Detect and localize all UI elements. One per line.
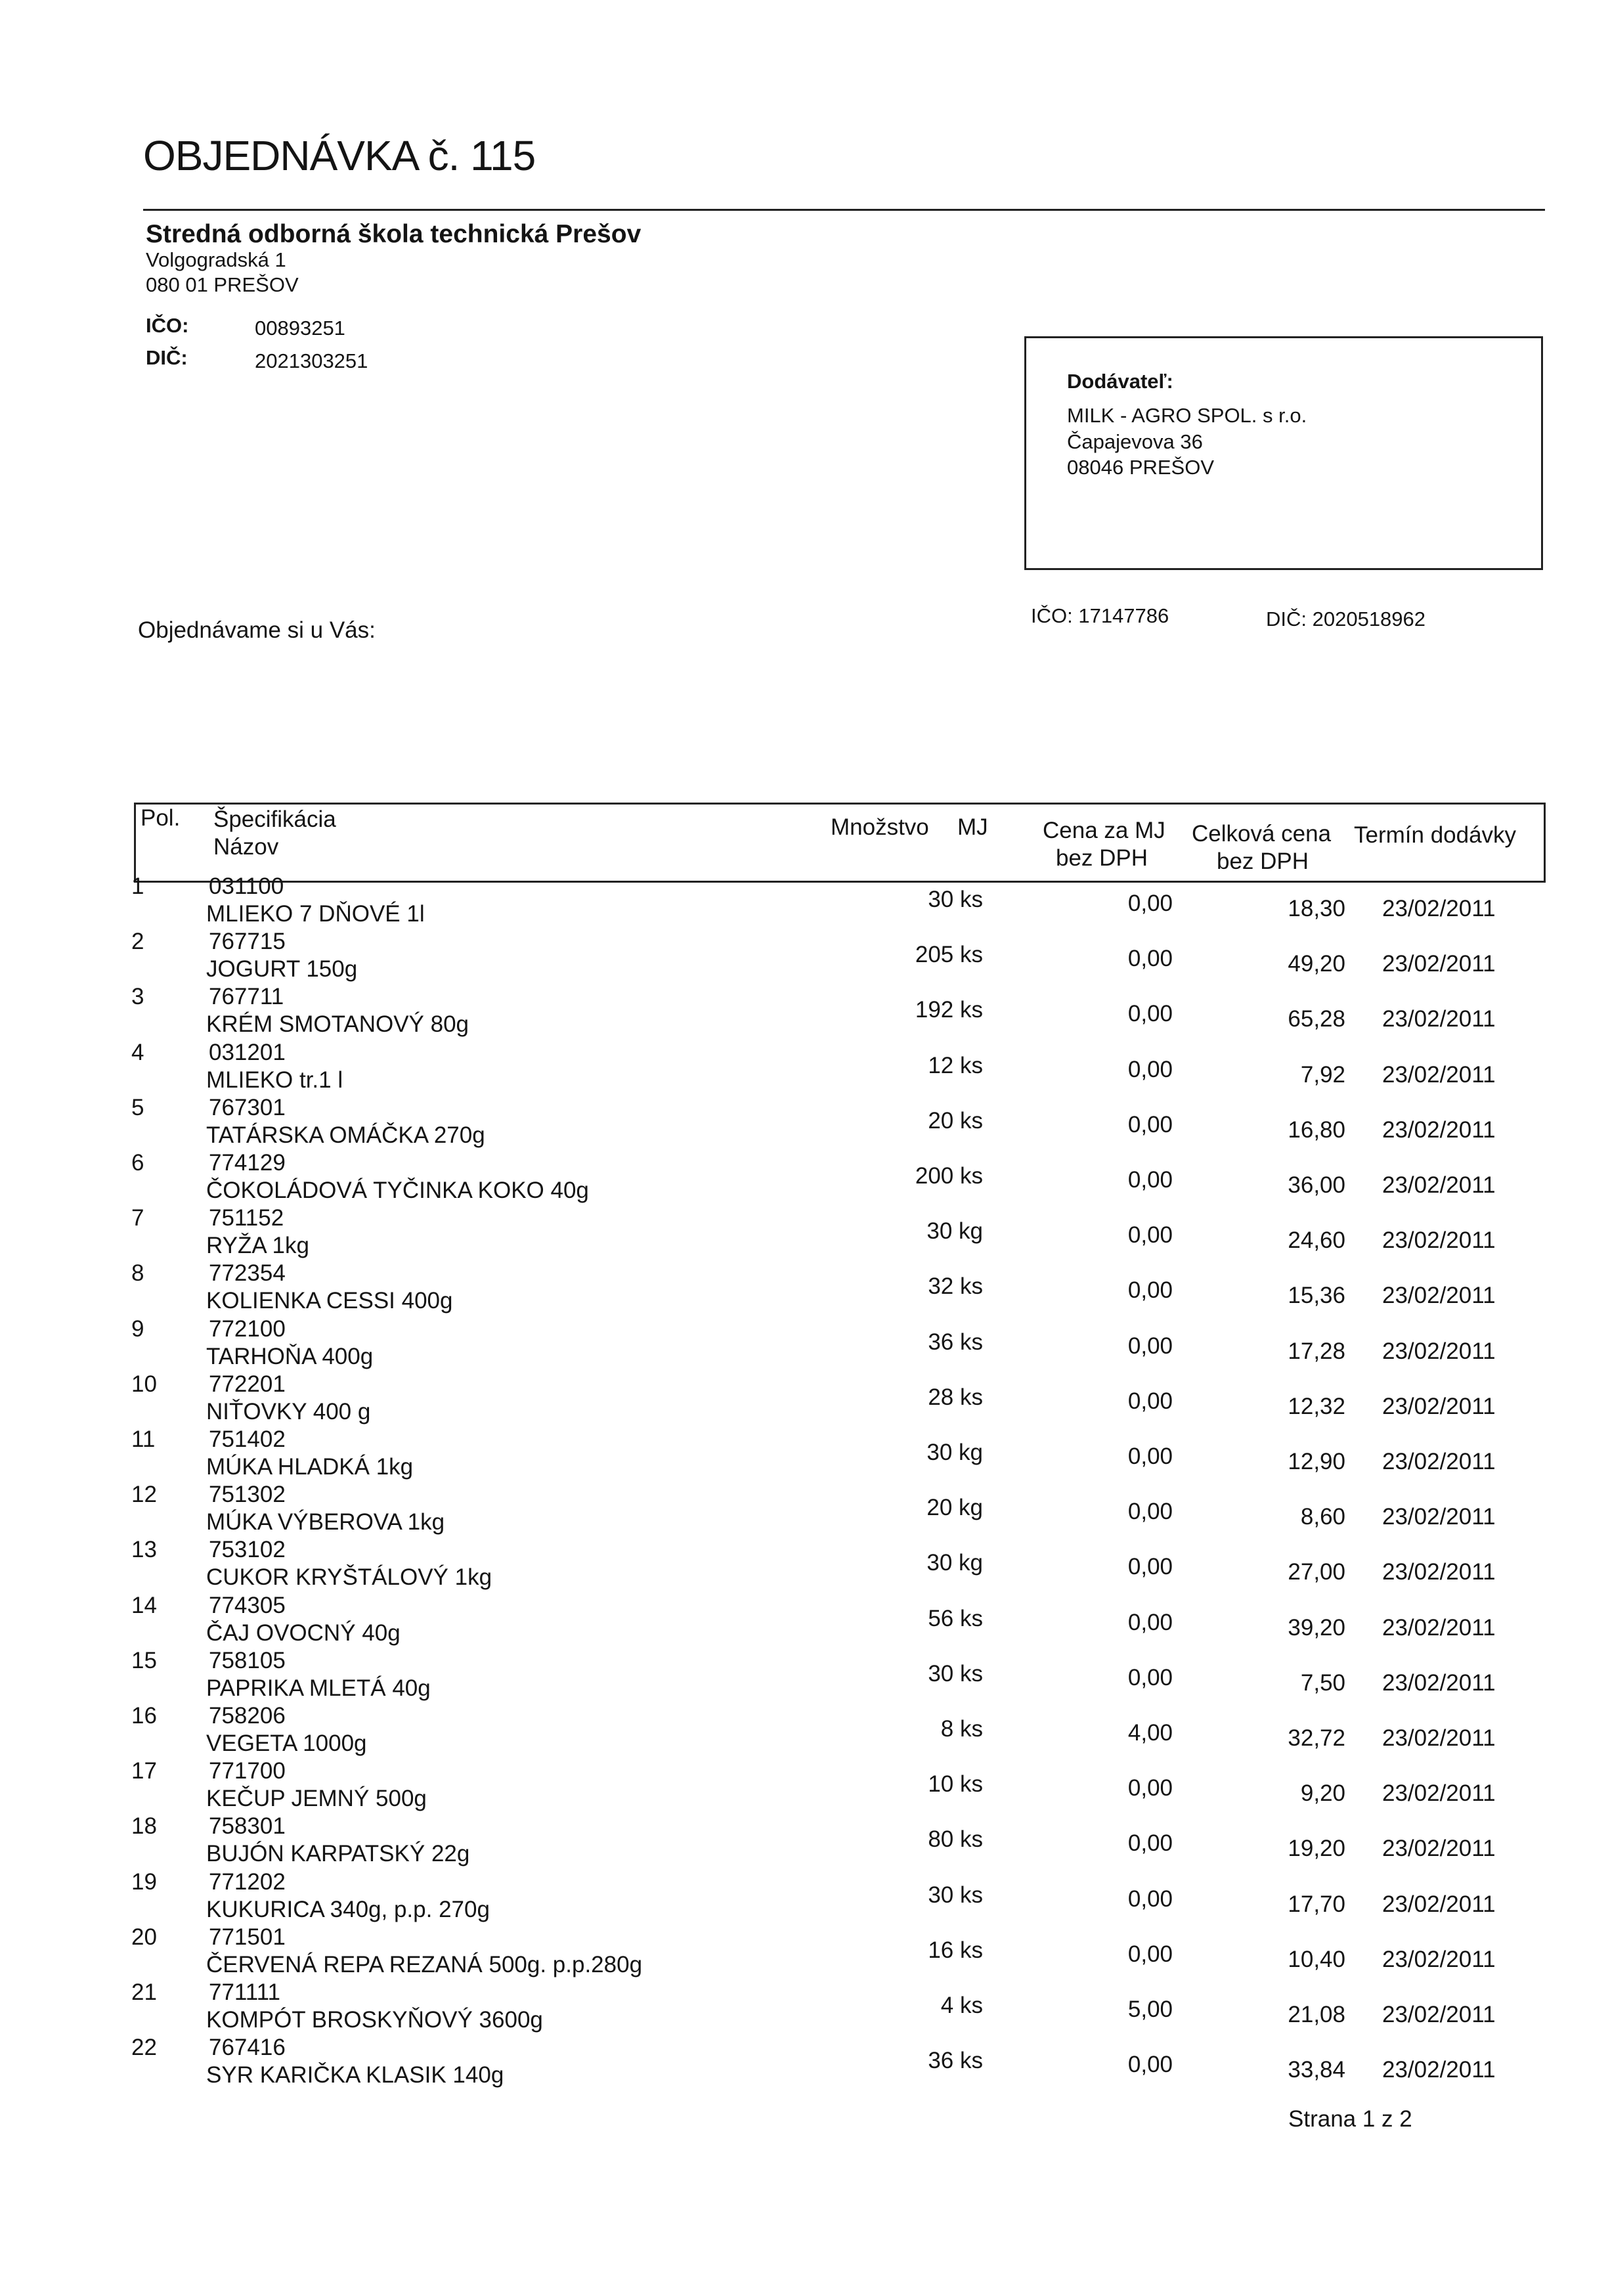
- item-total-price: 7,92: [1300, 1061, 1345, 1088]
- row-position: 11: [131, 1426, 156, 1452]
- item-delivery-date: 23/02/2011: [1382, 1338, 1496, 1364]
- table-row: [0, 1482, 1610, 1537]
- item-quantity: 28 ks: [928, 1384, 983, 1410]
- item-delivery-date: 23/02/2011: [1382, 2002, 1496, 2027]
- supplier-city: 08046 PREŠOV: [1067, 456, 1215, 479]
- item-unit-price: 0,00: [1127, 1609, 1173, 1635]
- item-quantity: 4 ks: [940, 1993, 983, 2018]
- item-name: KOLIENKA CESSI 400g: [206, 1288, 453, 1314]
- row-position: 6: [131, 1150, 144, 1176]
- item-quantity: 30 kg: [926, 1550, 983, 1576]
- buyer-dic: 2021303251: [255, 349, 368, 372]
- item-quantity: 10 ks: [928, 1771, 983, 1798]
- item-delivery-date: 23/02/2011: [1382, 896, 1496, 921]
- table-row: [0, 1426, 1610, 1482]
- item-code: 031201: [209, 1039, 286, 1065]
- item-quantity: 80 ks: [928, 1826, 983, 1853]
- header-unit-price: Cena za MJ: [1043, 818, 1165, 843]
- row-position: 8: [131, 1260, 144, 1287]
- header-name: Názov: [213, 834, 279, 860]
- item-total-price: 12,90: [1288, 1449, 1345, 1474]
- row-position: 5: [131, 1094, 144, 1120]
- item-quantity: 200 ks: [915, 1163, 983, 1189]
- item-quantity: 205 ks: [915, 942, 983, 968]
- header-unit-price-sub: bez DPH: [1056, 845, 1148, 871]
- item-code: 771111: [209, 1979, 280, 2005]
- item-unit-price: 0,00: [1127, 1001, 1173, 1027]
- item-name: MÚKA HLADKÁ 1kg: [206, 1454, 414, 1480]
- item-code: 767301: [209, 1094, 286, 1120]
- item-delivery-date: 23/02/2011: [1382, 1559, 1496, 1585]
- item-code: 751302: [209, 1482, 286, 1508]
- item-total-price: 9,20: [1300, 1780, 1345, 1807]
- row-position: 19: [131, 1868, 157, 1895]
- item-code: 758206: [209, 1703, 286, 1729]
- item-quantity: 30 kg: [926, 1440, 983, 1465]
- table-row: [0, 873, 1610, 929]
- item-name: ČOKOLÁDOVÁ TYČINKA KOKO 40g: [206, 1178, 589, 1203]
- item-name: KOMPÓT BROSKYŇOVÝ 3600g: [206, 2007, 543, 2033]
- item-name: CUKOR KRYŠTÁLOVÝ 1kg: [206, 1564, 492, 1591]
- table-row: [0, 1703, 1610, 1758]
- item-name: BUJÓN KARPATSKÝ 22g: [206, 1841, 470, 1867]
- order-intro: Objednávame si u Vás:: [138, 617, 376, 643]
- item-code: 031100: [209, 873, 284, 899]
- item-unit-price: 0,00: [1127, 1775, 1173, 1801]
- item-delivery-date: 23/02/2011: [1382, 951, 1496, 977]
- item-code: 771501: [209, 1924, 286, 1950]
- item-quantity: 8 ks: [940, 1716, 983, 1742]
- buyer-dic-label: DIČ:: [146, 346, 188, 369]
- item-total-price: 15,36: [1288, 1283, 1345, 1309]
- item-unit-price: 0,00: [1127, 1886, 1173, 1912]
- item-quantity: 36 ks: [928, 1329, 983, 1355]
- row-position: 16: [131, 1703, 157, 1729]
- item-total-price: 12,32: [1288, 1393, 1345, 1419]
- item-unit-price: 0,00: [1127, 1167, 1173, 1193]
- table-row: [0, 1758, 1610, 1813]
- table-row: [0, 1205, 1610, 1260]
- item-code: 772100: [209, 1315, 286, 1342]
- table-row: [0, 1979, 1610, 2035]
- item-name: ČERVENÁ REPA REZANÁ 500g. p.p.280g: [206, 1951, 643, 1977]
- table-row: [0, 1924, 1610, 1979]
- item-name: PAPRIKA MLETÁ 40g: [206, 1675, 431, 1701]
- item-total-price: 27,00: [1288, 1559, 1345, 1585]
- item-name: KEČUP JEMNÝ 500g: [206, 1786, 427, 1812]
- header-total-sub: bez DPH: [1217, 849, 1309, 874]
- row-position: 9: [131, 1315, 144, 1342]
- item-delivery-date: 23/02/2011: [1382, 1116, 1496, 1143]
- item-delivery-date: 23/02/2011: [1382, 1669, 1496, 1696]
- item-name: TATÁRSKA OMÁČKA 270g: [206, 1122, 485, 1148]
- item-delivery-date: 23/02/2011: [1382, 1061, 1496, 1088]
- table-row: [0, 1869, 1610, 1924]
- table-row: [0, 1260, 1610, 1315]
- item-name: MLIEKO 7 DŇOVÉ 1l: [206, 901, 425, 927]
- buyer-street: Volgogradská 1: [146, 248, 286, 271]
- item-name: KUKURICA 340g, p.p. 270g: [206, 1896, 490, 1922]
- item-total-price: 36,00: [1288, 1172, 1345, 1198]
- item-quantity: 36 ks: [928, 2048, 983, 2074]
- table-row: [0, 1593, 1610, 1648]
- item-name: MÚKA VÝBEROVA 1kg: [206, 1509, 445, 1535]
- document-title: OBJEDNÁVKA č. 115: [143, 132, 536, 179]
- row-position: 18: [131, 1813, 157, 1840]
- header-delivery: Termín dodávky: [1354, 822, 1517, 848]
- row-position: 22: [131, 2035, 157, 2061]
- item-code: 751402: [209, 1426, 286, 1452]
- item-unit-price: 0,00: [1127, 1830, 1173, 1857]
- table-row: [0, 1813, 1610, 1868]
- item-total-price: 8,60: [1300, 1504, 1345, 1530]
- item-quantity: 56 ks: [928, 1605, 983, 1631]
- table-row: [0, 929, 1610, 984]
- table-row: [0, 1648, 1610, 1703]
- item-quantity: 30 ks: [928, 1660, 983, 1687]
- table-row: [0, 1150, 1610, 1205]
- row-position: 7: [131, 1205, 144, 1231]
- row-position: 10: [131, 1371, 157, 1397]
- item-total-price: 65,28: [1288, 1006, 1345, 1032]
- item-code: 767715: [209, 929, 286, 955]
- item-name: RYŽA 1kg: [206, 1233, 309, 1259]
- header-total: Celková cena: [1192, 821, 1332, 847]
- item-quantity: 20 ks: [928, 1107, 983, 1134]
- item-name: KRÉM SMOTANOVÝ 80g: [206, 1011, 469, 1038]
- title-divider: [143, 209, 1545, 211]
- row-position: 2: [131, 929, 144, 955]
- item-unit-price: 0,00: [1127, 1444, 1173, 1469]
- item-delivery-date: 23/02/2011: [1382, 1283, 1496, 1309]
- item-delivery-date: 23/02/2011: [1382, 1614, 1496, 1641]
- page-number: Strana 1 z 2: [1288, 2106, 1412, 2132]
- item-code: 771202: [209, 1868, 286, 1895]
- supplier-street: Čapajevova 36: [1067, 430, 1203, 453]
- table-row: [0, 1095, 1610, 1150]
- item-quantity: 30 ks: [928, 1882, 983, 1908]
- item-unit-price: 4,00: [1127, 1720, 1173, 1746]
- table-row: [0, 1537, 1610, 1592]
- item-quantity: 16 ks: [928, 1937, 983, 1963]
- row-position: 17: [131, 1758, 157, 1784]
- item-unit-price: 0,00: [1127, 1554, 1173, 1580]
- item-delivery-date: 23/02/2011: [1382, 1891, 1496, 1917]
- item-delivery-date: 23/02/2011: [1382, 1504, 1496, 1530]
- item-quantity: 20 kg: [926, 1495, 983, 1521]
- header-spec: Špecifikácia: [213, 806, 336, 832]
- item-code: 767711: [209, 984, 284, 1010]
- item-delivery-date: 23/02/2011: [1382, 1725, 1496, 1751]
- item-unit-price: 0,00: [1127, 1111, 1173, 1137]
- item-total-price: 32,72: [1288, 1725, 1345, 1751]
- header-qty: Množstvo: [831, 814, 929, 840]
- item-total-price: 17,28: [1288, 1338, 1345, 1364]
- item-delivery-date: 23/02/2011: [1382, 1006, 1496, 1032]
- item-unit-price: 0,00: [1127, 1388, 1173, 1414]
- table-row: [0, 2035, 1610, 2090]
- row-position: 1: [131, 873, 144, 899]
- item-unit-price: 0,00: [1127, 1499, 1173, 1525]
- supplier-label: Dodávateľ:: [1067, 370, 1173, 393]
- item-code: 758105: [209, 1647, 286, 1673]
- buyer-ico-label: IČO:: [146, 314, 189, 337]
- item-delivery-date: 23/02/2011: [1382, 1836, 1496, 1862]
- item-quantity: 12 ks: [928, 1052, 983, 1078]
- item-total-price: 19,20: [1288, 1836, 1345, 1862]
- row-position: 15: [131, 1647, 157, 1673]
- supplier-name: MILK - AGRO SPOL. s r.o.: [1067, 404, 1307, 427]
- header-unit: MJ: [957, 814, 988, 840]
- table-row: [0, 1040, 1610, 1095]
- item-delivery-date: 23/02/2011: [1382, 1946, 1496, 1972]
- row-position: 4: [131, 1039, 144, 1065]
- item-code: 774305: [209, 1592, 286, 1618]
- item-name: ČAJ OVOCNÝ 40g: [206, 1620, 401, 1646]
- item-code: 753102: [209, 1537, 286, 1563]
- item-total-price: 17,70: [1288, 1891, 1345, 1917]
- item-unit-price: 0,00: [1127, 946, 1173, 972]
- buyer-ico: 00893251: [255, 317, 345, 340]
- item-unit-price: 0,00: [1127, 1222, 1173, 1248]
- item-delivery-date: 23/02/2011: [1382, 1449, 1496, 1474]
- item-delivery-date: 23/02/2011: [1382, 2057, 1496, 2083]
- item-quantity: 192 ks: [915, 997, 983, 1023]
- item-name: NIŤOVKY 400 g: [206, 1398, 371, 1424]
- buyer-name: Stredná odborná škola technická Prešov: [146, 220, 642, 248]
- item-name: MLIEKO tr.1 l: [206, 1067, 343, 1093]
- item-delivery-date: 23/02/2011: [1382, 1227, 1496, 1254]
- item-delivery-date: 23/02/2011: [1382, 1393, 1496, 1419]
- item-unit-price: 0,00: [1127, 891, 1173, 916]
- item-delivery-date: 23/02/2011: [1382, 1172, 1496, 1198]
- item-unit-price: 0,00: [1127, 1941, 1173, 1967]
- item-code: 772201: [209, 1371, 286, 1397]
- item-delivery-date: 23/02/2011: [1382, 1780, 1496, 1807]
- row-position: 13: [131, 1537, 157, 1563]
- row-position: 20: [131, 1924, 157, 1950]
- item-quantity: 32 ks: [928, 1273, 983, 1300]
- header-pol: Pol.: [141, 805, 181, 831]
- item-code: 774129: [209, 1150, 286, 1176]
- row-position: 21: [131, 1979, 157, 2005]
- item-total-price: 21,08: [1288, 2002, 1345, 2027]
- item-unit-price: 0,00: [1127, 2052, 1173, 2078]
- item-quantity: 30 kg: [926, 1218, 983, 1245]
- item-code: 767416: [209, 2035, 286, 2061]
- item-code: 771700: [209, 1758, 286, 1784]
- item-quantity: 30 ks: [928, 887, 983, 912]
- item-total-price: 16,80: [1288, 1116, 1345, 1143]
- buyer-city: 080 01 PREŠOV: [146, 273, 299, 296]
- item-total-price: 24,60: [1288, 1227, 1345, 1254]
- item-code: 758301: [209, 1813, 286, 1840]
- item-unit-price: 0,00: [1127, 1664, 1173, 1690]
- item-unit-price: 5,00: [1127, 1997, 1173, 2022]
- supplier-dic: DIČ: 2020518962: [1266, 607, 1426, 630]
- supplier-ico: IČO: 17147786: [1031, 604, 1169, 627]
- row-position: 14: [131, 1592, 157, 1618]
- table-row: [0, 984, 1610, 1039]
- item-unit-price: 0,00: [1127, 1333, 1173, 1359]
- item-name: TARHOŇA 400g: [206, 1343, 374, 1369]
- item-unit-price: 0,00: [1127, 1277, 1173, 1304]
- item-total-price: 39,20: [1288, 1614, 1345, 1641]
- item-name: SYR KARIČKA KLASIK 140g: [206, 2062, 504, 2088]
- item-unit-price: 0,00: [1127, 1056, 1173, 1082]
- item-total-price: 10,40: [1288, 1946, 1345, 1972]
- table-row: [0, 1316, 1610, 1371]
- item-total-price: 49,20: [1288, 951, 1345, 977]
- row-position: 12: [131, 1482, 157, 1508]
- item-total-price: 33,84: [1288, 2057, 1345, 2083]
- row-position: 3: [131, 984, 144, 1010]
- item-name: VEGETA 1000g: [206, 1731, 367, 1756]
- item-total-price: 7,50: [1300, 1669, 1345, 1696]
- item-name: JOGURT 150g: [206, 956, 358, 982]
- item-total-price: 18,30: [1288, 896, 1345, 921]
- item-code: 772354: [209, 1260, 286, 1287]
- table-row: [0, 1371, 1610, 1426]
- item-code: 751152: [209, 1205, 284, 1231]
